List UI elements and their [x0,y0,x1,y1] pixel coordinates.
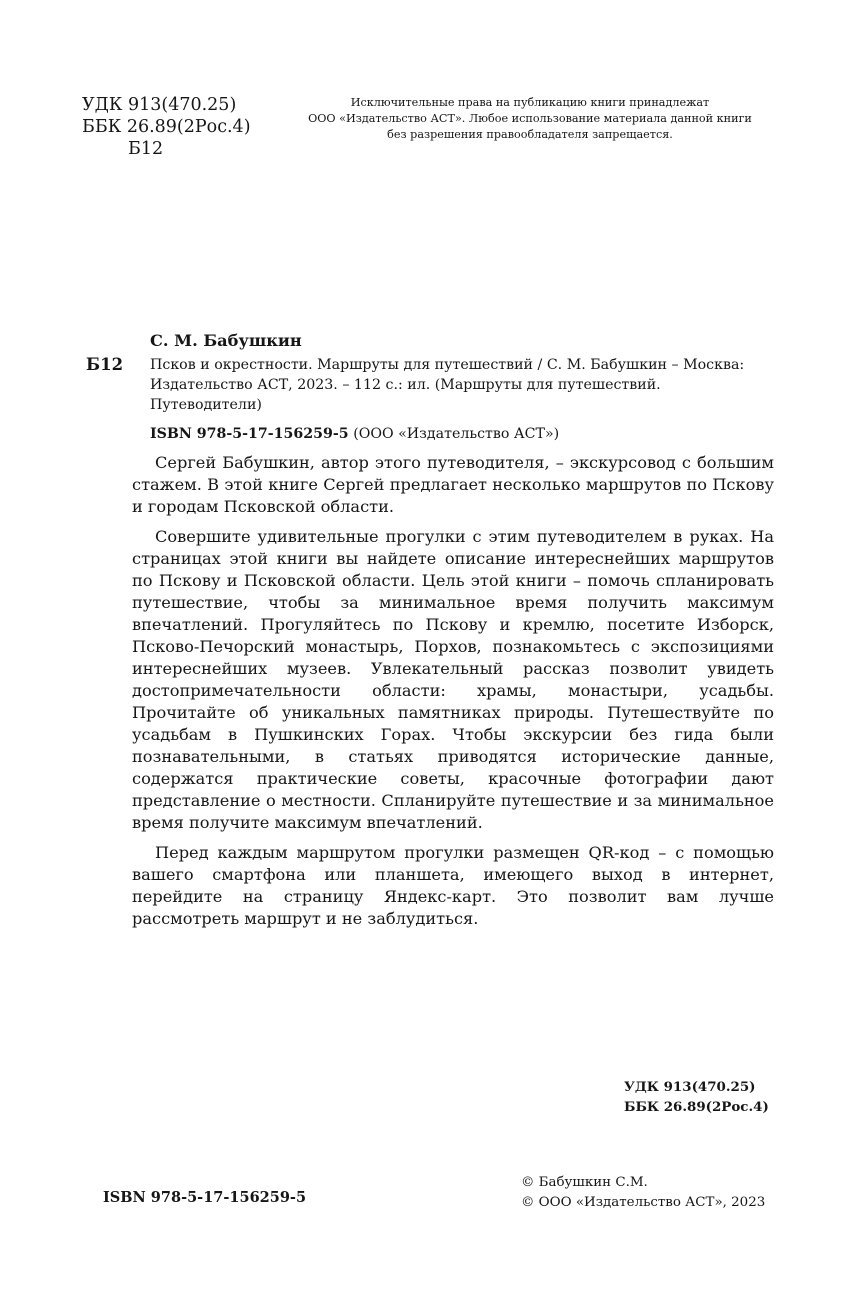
rights-line-3: без разрешения правообладателя запрещается. [387,128,673,141]
bbk-code: ББК 26.89(2Рос.4) [82,117,251,137]
classification-block [82,94,251,160]
udk-code: УДК 913(470.25) [82,95,237,115]
catalog-isbn-line [150,426,559,442]
rights-notice [300,95,760,143]
footer-isbn: ISBN 978-5-17-156259-5 [103,1189,307,1206]
catalog-publisher: (ООО «Издательство АСТ») [353,426,560,442]
footer-udk: УДК 913(470.25) [624,1079,756,1095]
copyright-publisher: © ООО «Издательство АСТ», 2023 [521,1195,766,1210]
footer-bbk: ББК 26.89(2Рос.4) [624,1099,769,1115]
rights-line-1: Исключительные права на публикацию книги принадлежат [350,96,710,109]
copyright-block [521,1173,765,1213]
catalog-isbn: ISBN 978-5-17-156259-5 [150,426,349,442]
rights-line-2: ООО «Издательство АСТ». Любое использование материала данной книги [308,112,752,125]
catalog-mark: Б12 [86,355,124,374]
copyright-author: © Бабушкин С.М. [521,1175,648,1190]
catalog-description: Псков и окрестности. Маршруты для путешествий / С. М. Бабушкин – Москва: Издательство АСТ, 2023. – 112 с.: ил. (Маршруты для путешествий. Путеводители) [150,357,745,413]
annotation-paragraph-1: Сергей Бабушкин, автор этого путеводителя, – экскурсовод с большим стажем. В этой книге Сергей предлагает несколько маршрутов по Пскову и городам Псковской области. [132,453,774,516]
catalog-author: С. М. Бабушкин [150,331,302,350]
annotation-paragraph-2: Совершите удивительные прогулки с этим путеводителем в руках. На страницах этой книги вы найдете описание интереснейших маршрутов по Пскову и Псковской области. Цель этой книги – помочь спланировать путешествие, чтобы за минимальное время получить максимум впечатлений. Прогуляйтесь по Пскову и кремлю, посетите Изборск, Псково-Печорский монастырь, Порхов, познакомьтесь с экспозициями интереснейших музеев. Увлекательный рассказ позволит увидеть достопримечательности области: храмы, монастыри, усадьбы. Прочитайте об уникальных памятниках природы. Путешествуйте по усадьбам в Пушкинских Горах. Чтобы экскурсии без гида были познавательными, в статьях приводятся исторические данные, содержатся практические советы, красочные фотографии дают представление о местности. Спланируйте путешествие и за минимальное время получите максимум впечатлений. [132,527,774,832]
annotation-paragraph-3: Перед каждым маршрутом прогулки размещен QR-код – с помощью вашего смартфона или планшета, имеющего выход в интернет, перейдите на страницу Яндекс-карт. Это позволит вам лучше рассмотреть маршрут и не заблудиться. [132,843,774,928]
author-mark: Б12 [128,139,164,159]
annotation [132,452,774,938]
footer-classification [624,1077,769,1117]
